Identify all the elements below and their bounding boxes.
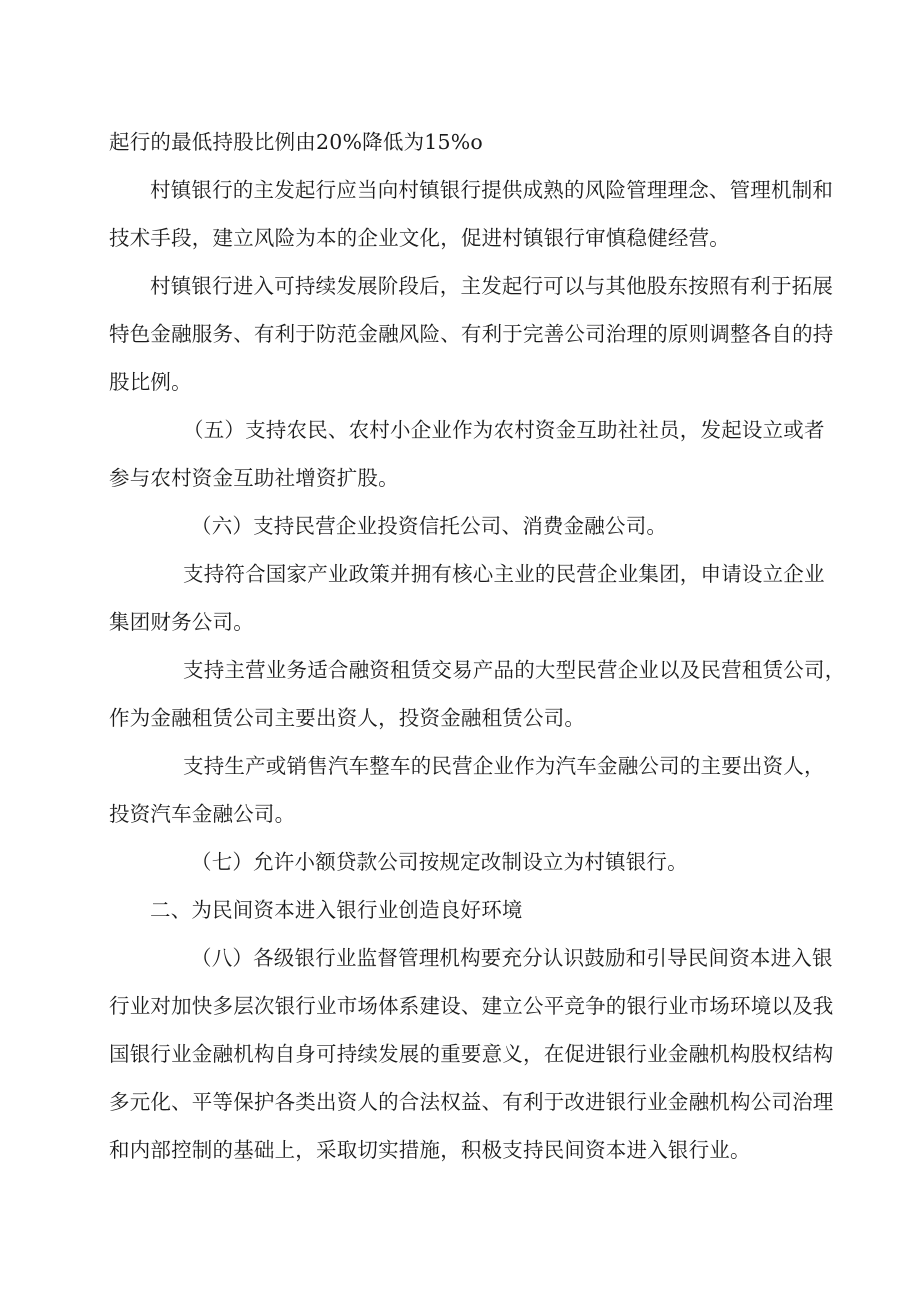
text-line: 技术手段，建立风险为本的企业文化，促进村镇银行审慎稳健经营。 (109, 226, 730, 250)
text-line: 村镇银行进入可持续发展阶段后，主发起行可以与其他股东按照有利于拓展 (150, 274, 834, 298)
text-line: 特色金融服务、有利于防范金融风险、有利于完善公司治理的原则调整各自的持 (109, 322, 834, 346)
text-line: （六）支持民营企业投资信托公司、消费金融公司。 (191, 514, 668, 538)
text-line: 支持生产或销售汽车整车的民营企业作为汽车金融公司的主要出资人， (183, 754, 825, 778)
text-line: 参与农村资金互助社增资扩股。 (109, 466, 399, 490)
text-line: 多元化、平等保护各类出资人的合法权益、有利于改进银行业金融机构公司治理 (109, 1090, 834, 1114)
text-line: 村镇银行的主发起行应当向村镇银行提供成熟的风险管理理念、管理机制和 (150, 178, 834, 202)
text-line: （五）支持农民、农村小企业作为农村资金互助社社员，发起设立或者 (183, 418, 825, 442)
section-heading: 二、为民间资本进入银行业创造良好环境 (150, 898, 523, 922)
text-line: 国银行业金融机构自身可持续发展的重要意义，在促进银行业金融机构股权结构 (109, 1042, 834, 1066)
text-line: 支持符合国家产业政策并拥有核心主业的民营企业集团，申请设立企业 (183, 562, 825, 586)
text-line: （七）允许小额贷款公司按规定改制设立为村镇银行。 (191, 850, 688, 874)
text-line: 起行的最低持股比例由20%降低为15%o (109, 130, 483, 154)
text-line: 股比例。 (109, 370, 192, 394)
text-line: 作为金融租赁公司主要出资人，投资金融租赁公司。 (109, 706, 586, 730)
text-line: 和内部控制的基础上，采取切实措施，积极支持民间资本进入银行业。 (109, 1138, 751, 1162)
text-line: 支持主营业务适合融资租赁交易产品的大型民营企业以及民营租赁公司， (183, 658, 846, 682)
text-line: 集团财务公司。 (109, 610, 254, 634)
text-line: 行业对加快多层次银行业市场体系建设、建立公平竞争的银行业市场环境以及我 (109, 994, 834, 1018)
text-line: 投资汽车金融公司。 (109, 802, 296, 826)
text-line: （八）各级银行业监督管理机构要充分认识鼓励和引导民间资本进入银 (191, 946, 833, 970)
